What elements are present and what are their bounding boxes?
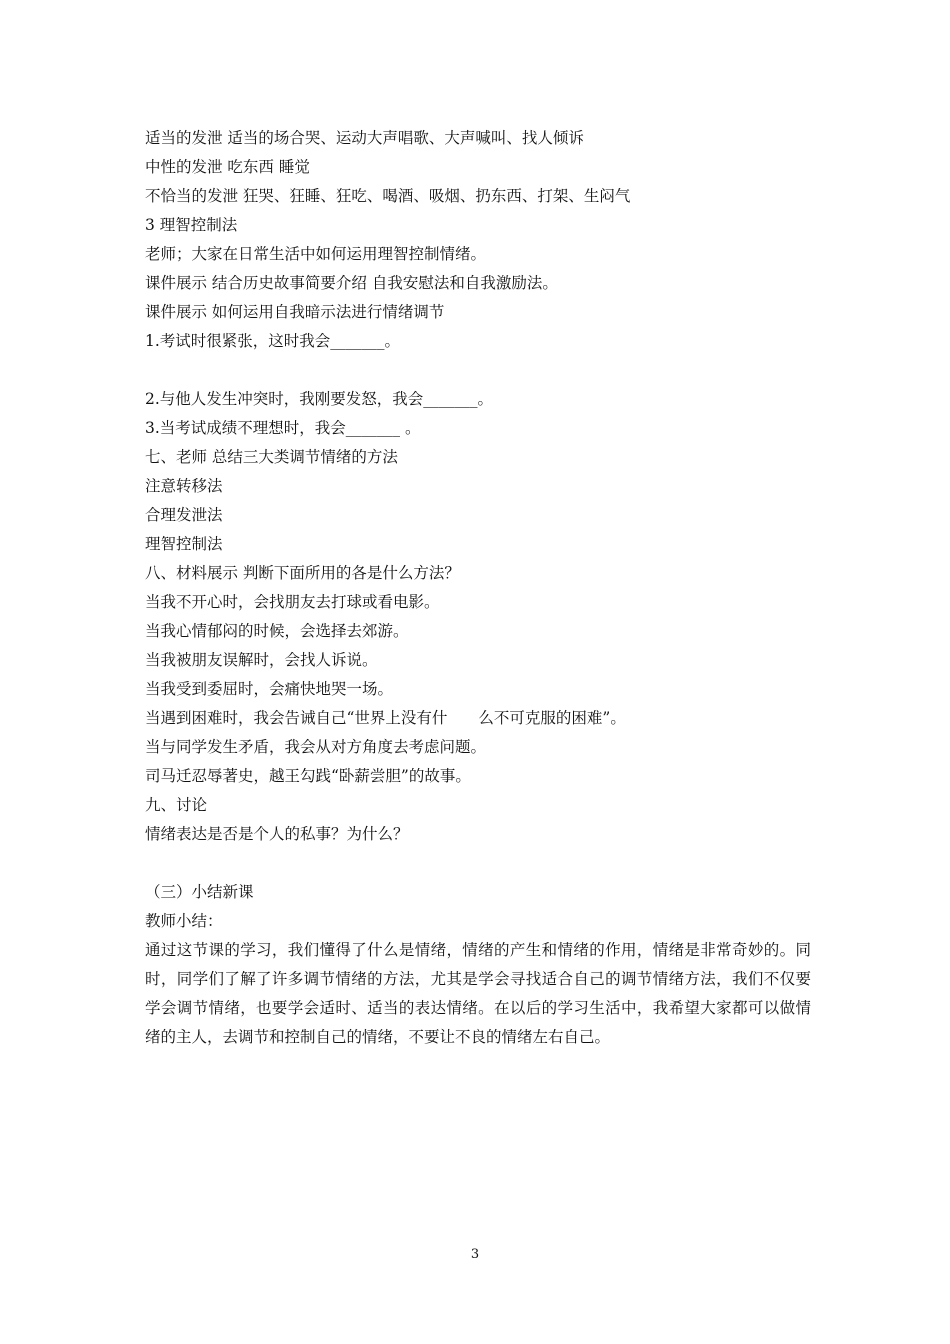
text-line: 不恰当的发泄 狂哭、狂睡、狂吃、喝酒、吸烟、扔东西、打架、生闷气 (145, 187, 631, 205)
material-item: 当我受到委屈时，会痛快地哭一场。 (145, 680, 394, 698)
section-heading: （三）小结新课 (145, 883, 254, 901)
section-heading: 七、老师 总结三大类调节情绪的方法 (145, 448, 398, 466)
method-item: 理智控制法 (145, 535, 223, 553)
summary-paragraph: 通过这节课的学习，我们懂得了什么是情绪，情绪的产生和情绪的作用，情绪是非常奇妙的。同时，同学们了解了许多调节情绪的方法，尤其是学会寻找适合自己的调节情绪方法，我们不仅要学会调节情绪，也要学会适时、适当的表达情绪。在以后的学习生活中，我希望大家都可以做情绪的主人，去调节和控制自己的情绪，不要让不良的情绪左右自己。 (145, 941, 811, 1046)
exercise-item: 3.当考试成绩不理想时，我会_______ 。 (145, 419, 421, 437)
blank-line (145, 849, 811, 878)
material-item: 司马迁忍辱著史，越王勾践“卧薪尝胆”的故事。 (145, 767, 471, 785)
material-item: 当我被朋友误解时，会找人诉说。 (145, 651, 378, 669)
text-line: 课件展示 结合历史故事简要介绍 自我安慰法和自我激励法。 (145, 274, 558, 292)
material-item: 当与同学发生矛盾，我会从对方角度去考虑问题。 (145, 738, 487, 756)
discussion-question: 情绪表达是否是个人的私事？为什么？ (145, 825, 409, 843)
material-item: 当我不开心时，会找朋友去打球或看电影。 (145, 593, 440, 611)
text-line: 中性的发泄 吃东西 睡觉 (145, 158, 310, 176)
section-heading: 九、讨论 (145, 796, 208, 814)
blank-line (145, 356, 811, 385)
text-line: 适当的发泄 适当的场合哭、运动大声唱歌、大声喊叫、找人倾诉 (145, 129, 584, 147)
material-item: 当我心情郁闷的时候，会选择去郊游。 (145, 622, 409, 640)
method-item: 注意转移法 (145, 477, 223, 495)
section-heading: 八、材料展示 判断下面所用的各是什么方法？ (145, 564, 460, 582)
text-line: 老师；大家在日常生活中如何运用理智控制情绪。 (145, 245, 487, 263)
text-line: 教师小结： (145, 912, 223, 930)
exercise-item: 2.与他人发生冲突时，我刚要发怒，我会_______。 (145, 390, 494, 408)
method-item: 合理发泄法 (145, 506, 223, 524)
document-body (145, 124, 811, 1052)
section-heading: 3 理智控制法 (145, 216, 238, 234)
material-item: 当遇到困难时，我会告诫自己“世界上没有什 么不可克服的困难”。 (145, 709, 626, 727)
text-line: 课件展示 如何运用自我暗示法进行情绪调节 (145, 303, 445, 321)
exercise-item: 1.考试时很紧张，这时我会_______。 (145, 332, 401, 350)
page-number: 3 (470, 1247, 480, 1262)
